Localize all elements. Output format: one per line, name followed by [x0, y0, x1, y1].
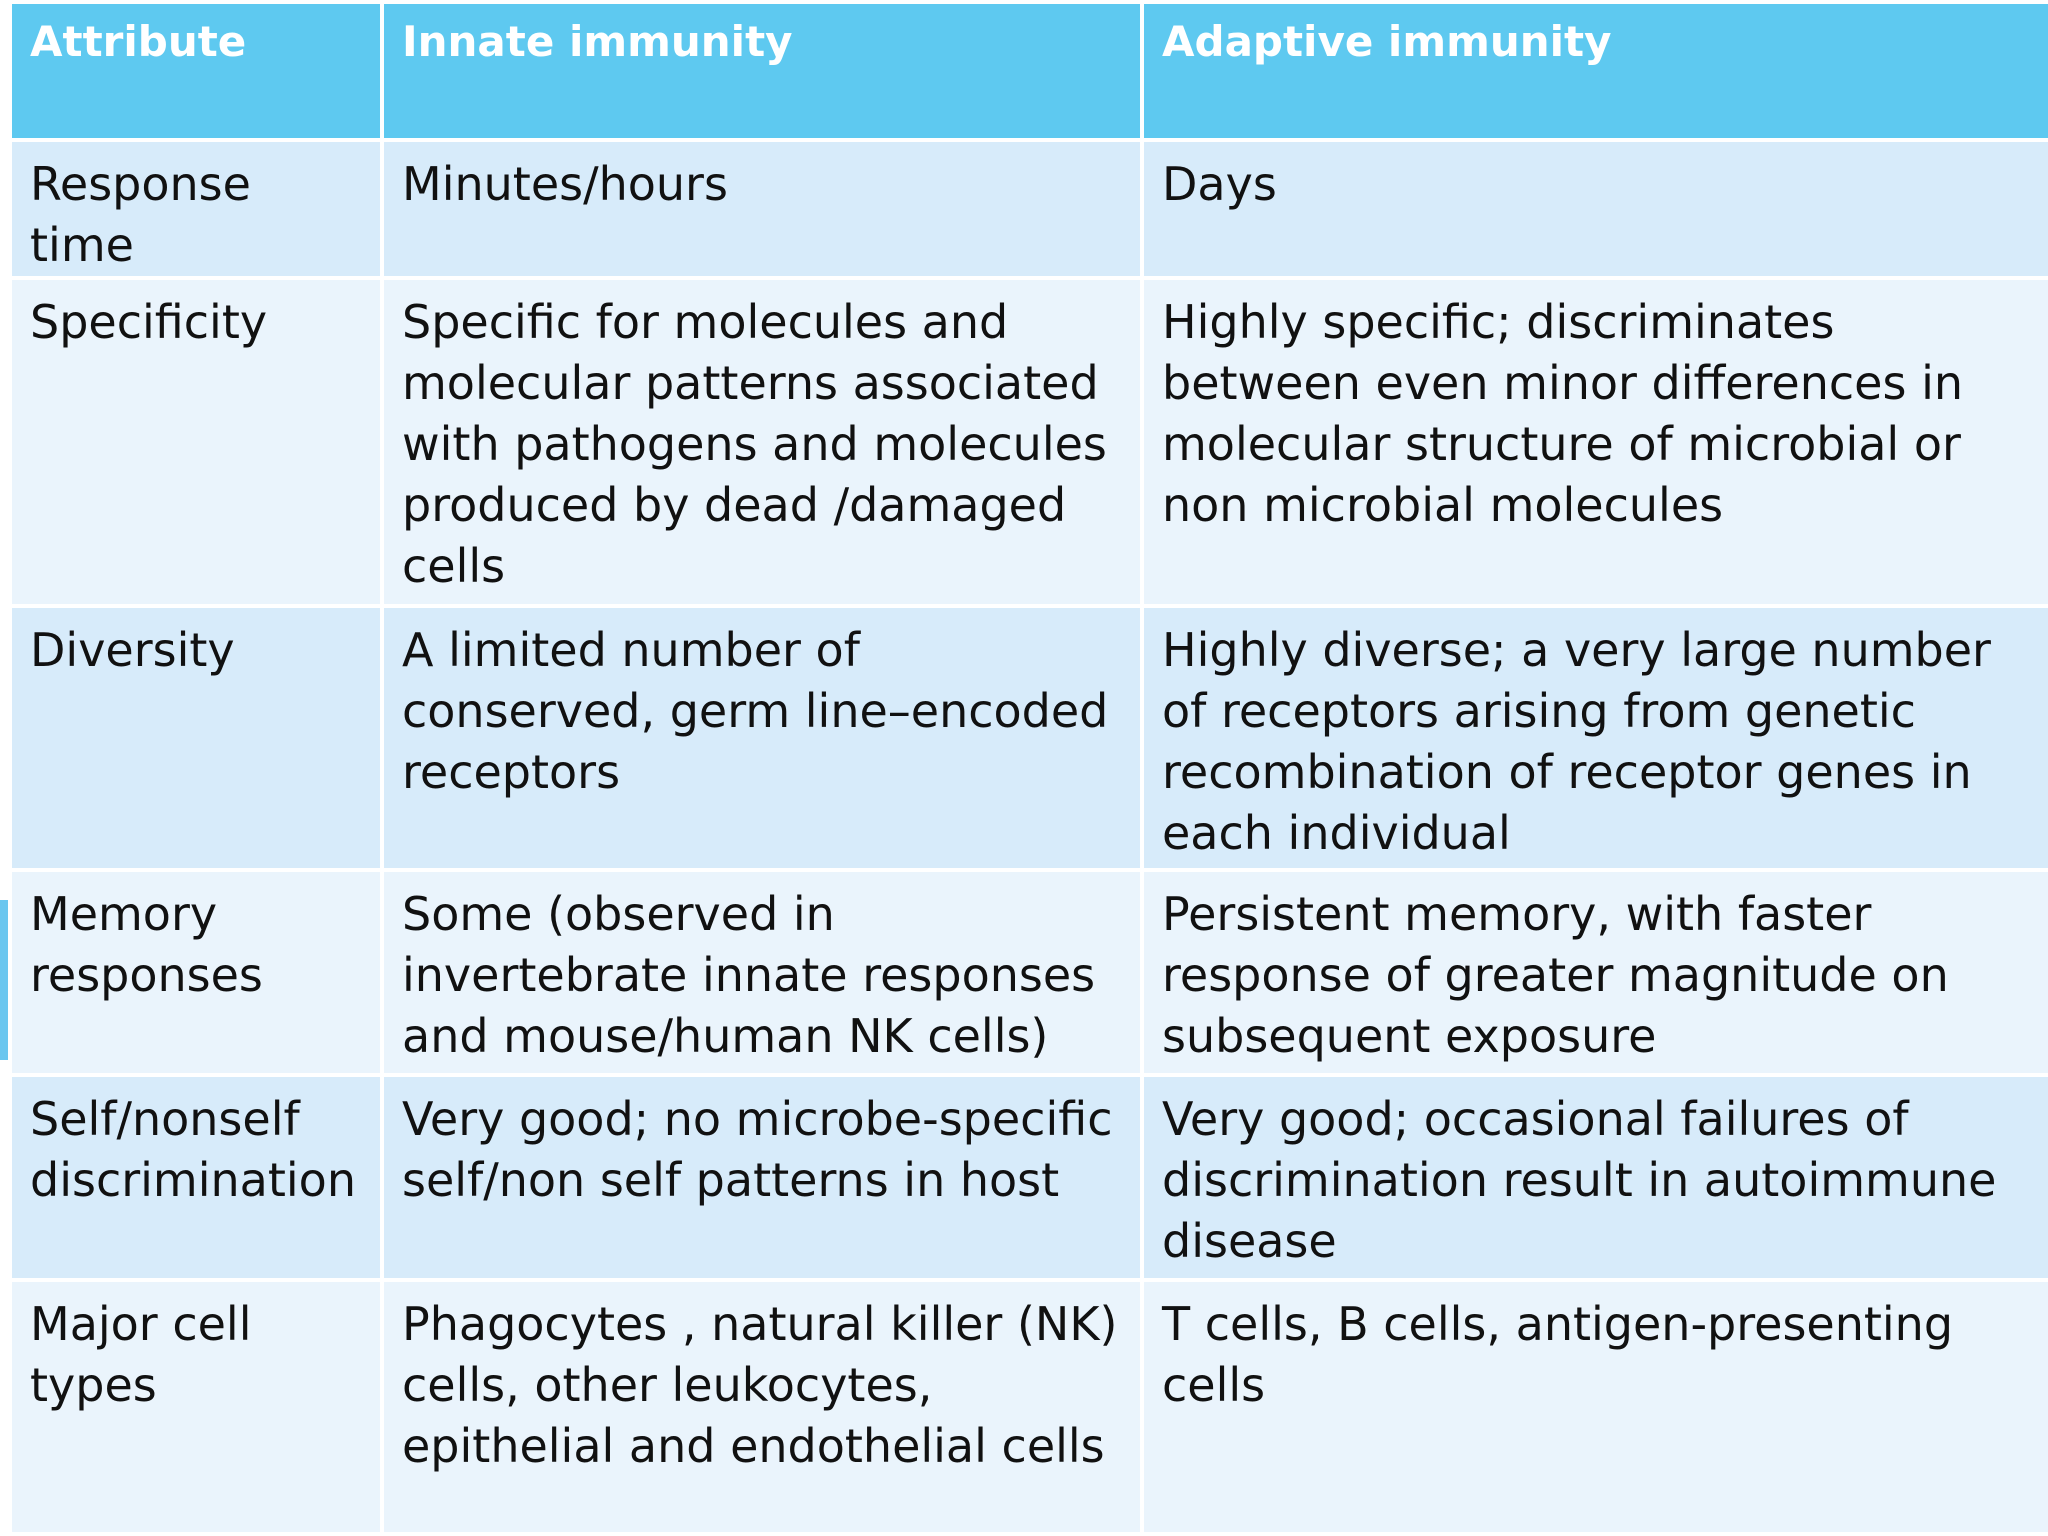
cell-adaptive: T cells, B cells, antigen-presenting cells — [1142, 1280, 2048, 1534]
cell-adaptive: Days — [1142, 140, 2048, 278]
cell-innate: Phagocytes , natural killer (NK) cells, other leukocytes, epithelial and endothelial cells — [382, 1280, 1142, 1534]
immunity-comparison-table — [8, 0, 2048, 1536]
header-row — [10, 2, 2048, 140]
cell-innate: Specific for molecules and molecular patterns associated with pathogens and molecules produced by dead /damaged cells — [382, 278, 1142, 606]
table-row-self-nonself — [10, 1075, 2048, 1280]
cell-attribute: Specificity — [10, 278, 382, 606]
cell-adaptive: Highly diverse; a very large number of receptors arising from genetic recombination of receptor genes in each individual — [1142, 606, 2048, 870]
cell-attribute: Major cell types — [10, 1280, 382, 1534]
table-row-diversity — [10, 606, 2048, 870]
edge-accent — [0, 900, 8, 1060]
cell-innate: Very good; no microbe-specific self/non self patterns in host — [382, 1075, 1142, 1280]
table-row-memory-responses — [10, 870, 2048, 1075]
header-attribute: Attribute — [10, 2, 382, 140]
cell-attribute: Memory responses — [10, 870, 382, 1075]
cell-innate: Some (observed in invertebrate innate responses and mouse/human NK cells) — [382, 870, 1142, 1075]
table-row-response-time — [10, 140, 2048, 278]
cell-innate: Minutes/hours — [382, 140, 1142, 278]
header-innate: Innate immunity — [382, 2, 1142, 140]
cell-adaptive: Persistent memory, with faster response of greater magnitude on subsequent exposure — [1142, 870, 2048, 1075]
cell-adaptive: Highly specific; discriminates between even minor differences in molecular structure of microbial or non microbial molecules — [1142, 278, 2048, 606]
cell-adaptive: Very good; occasional failures of discrimination result in autoimmune disease — [1142, 1075, 2048, 1280]
cell-attribute: Self/nonself discrimination — [10, 1075, 382, 1280]
cell-attribute: Response time — [10, 140, 382, 278]
table-row-major-cell-types — [10, 1280, 2048, 1534]
cell-attribute: Diversity — [10, 606, 382, 870]
table-row-specificity — [10, 278, 2048, 606]
cell-innate: A limited number of conserved, germ line–encoded receptors — [382, 606, 1142, 870]
header-adaptive: Adaptive immunity — [1142, 2, 2048, 140]
